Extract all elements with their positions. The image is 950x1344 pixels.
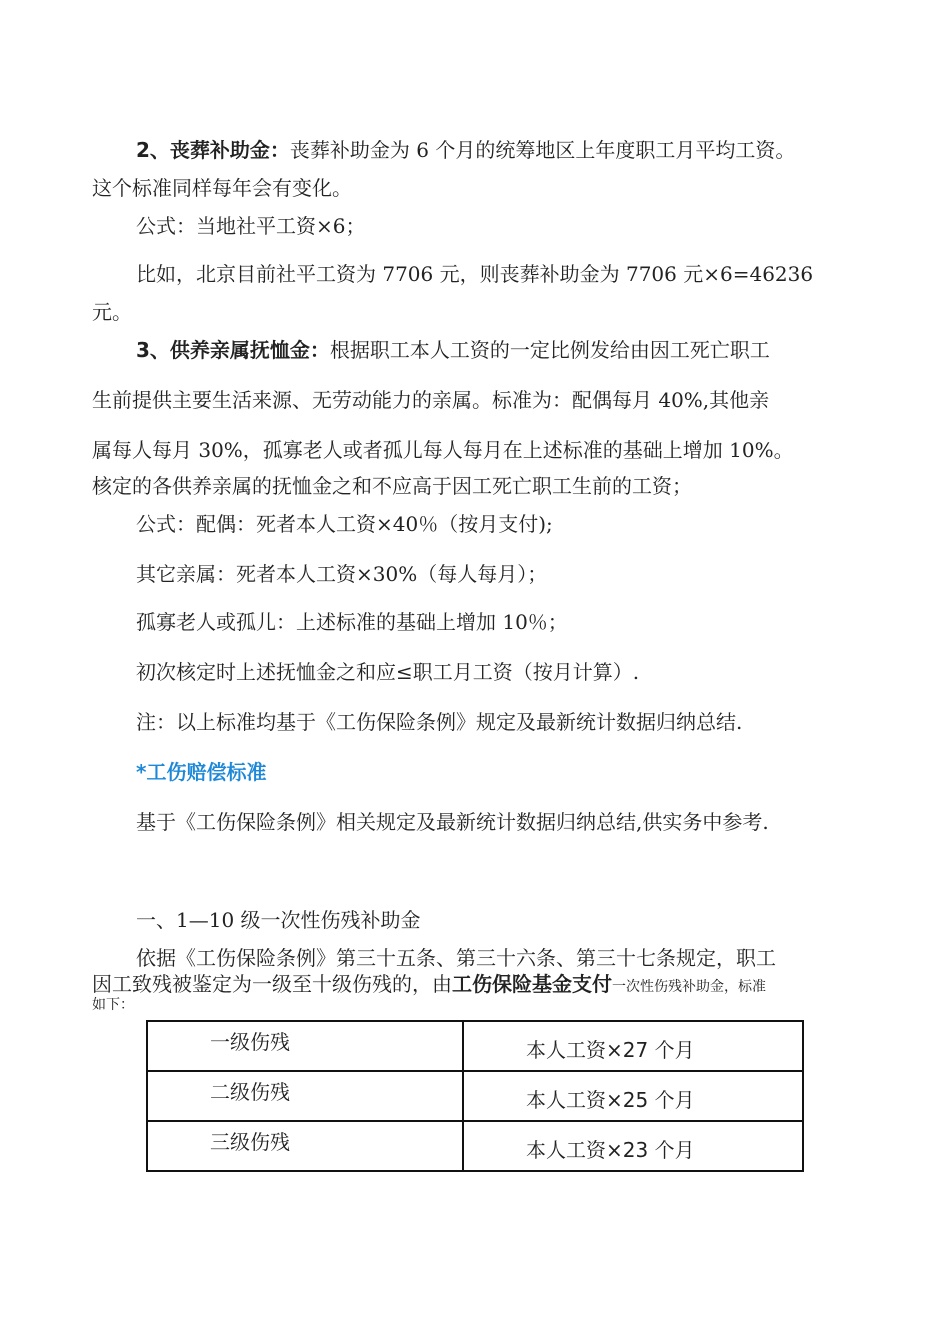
grade-cell [147,1121,463,1171]
part1-line1: 依据《工伤保险条例》第三十五条、第三十六条、第三十七条规定，职工 [136,946,776,970]
section2-example-line2: 元。 [92,300,132,324]
section2-example-line1: 比如，北京目前社平工资为 7706 元，则丧葬补助金为 7706 元×6=46236 [136,262,814,286]
section3-line3: 属每人每月 30%，孤寡老人或者孤儿每人每月在上述标准的基础上增加 10%。 [92,438,794,462]
table-row [147,1021,803,1071]
amount-cell [463,1071,803,1121]
section3-formula-total: 初次核定时上述抚恤金之和应≤职工月工资（按月计算）. [136,660,640,684]
section2-heading: 2、丧葬补助金： [136,138,290,162]
section3-line2: 生前提供主要生活来源、无劳动能力的亲属。标准为：配偶每月 40%,其他亲 [92,388,770,412]
section3-heading: 3、供养亲属抚恤金： [136,338,330,362]
section3-line4: 核定的各供养亲属的抚恤金之和不应高于因工死亡职工生前的工资； [92,474,692,498]
section3-formula-orphan: 孤寡老人或孤儿：上述标准的基础上增加 10％； [136,610,568,634]
amount-cell [463,1021,803,1071]
grade-cell [147,1071,463,1121]
table-row [147,1071,803,1121]
grade-label: 一级伤残 [210,1030,290,1054]
section3-note: 注：以上标准均基于《工伤保险条例》规定及最新统计数据归纳总结. [136,710,743,734]
section3-formula-spouse: 公式：配偶：死者本人工资×40％（按月支付); [136,512,553,536]
part1-line2-small: 一次性伤残补助金，标准 [612,979,766,995]
section2-text-line2: 这个标准同样每年会有变化。 [92,176,352,200]
disability-grade-table [146,1020,804,1172]
section3-formula-other: 其它亲属：死者本人工资×30%（每人每月）； [136,562,548,586]
amount-label: 本人工资×27 个月 [526,1038,695,1062]
section3-paragraph [136,336,770,364]
amount-label: 本人工资×23 个月 [526,1138,695,1162]
table-row [147,1121,803,1171]
section3-line1: 根据职工本人工资的一定比例发给由因工死亡职工 [329,338,770,362]
grade-label: 三级伤残 [210,1130,290,1154]
standard-heading: *工伤赔偿标准 [136,760,267,784]
amount-cell [463,1121,803,1171]
part1-line3: 如下： [92,997,134,1013]
standard-text: 基于《工伤保险条例》相关规定及最新统计数据归纳总结,供实务中参考. [136,810,769,834]
grade-label: 二级伤残 [210,1080,290,1104]
amount-label: 本人工资×25 个月 [526,1088,695,1112]
part1-line2-bold: 工伤保险基金支付 [452,972,612,996]
section2-formula: 公式：当地社平工资×6； [136,214,366,238]
part1-title: 一、1—10 级一次性伤残补助金 [136,908,421,932]
part1-line2 [92,970,766,1001]
section2-paragraph [136,136,795,164]
part1-line2-text: 因工致残被鉴定为一级至十级伤残的，由 [92,972,452,996]
section2-text-line1: 丧葬补助金为 6 个月的统筹地区上年度职工月平均工资。 [289,138,796,162]
grade-cell [147,1021,463,1071]
